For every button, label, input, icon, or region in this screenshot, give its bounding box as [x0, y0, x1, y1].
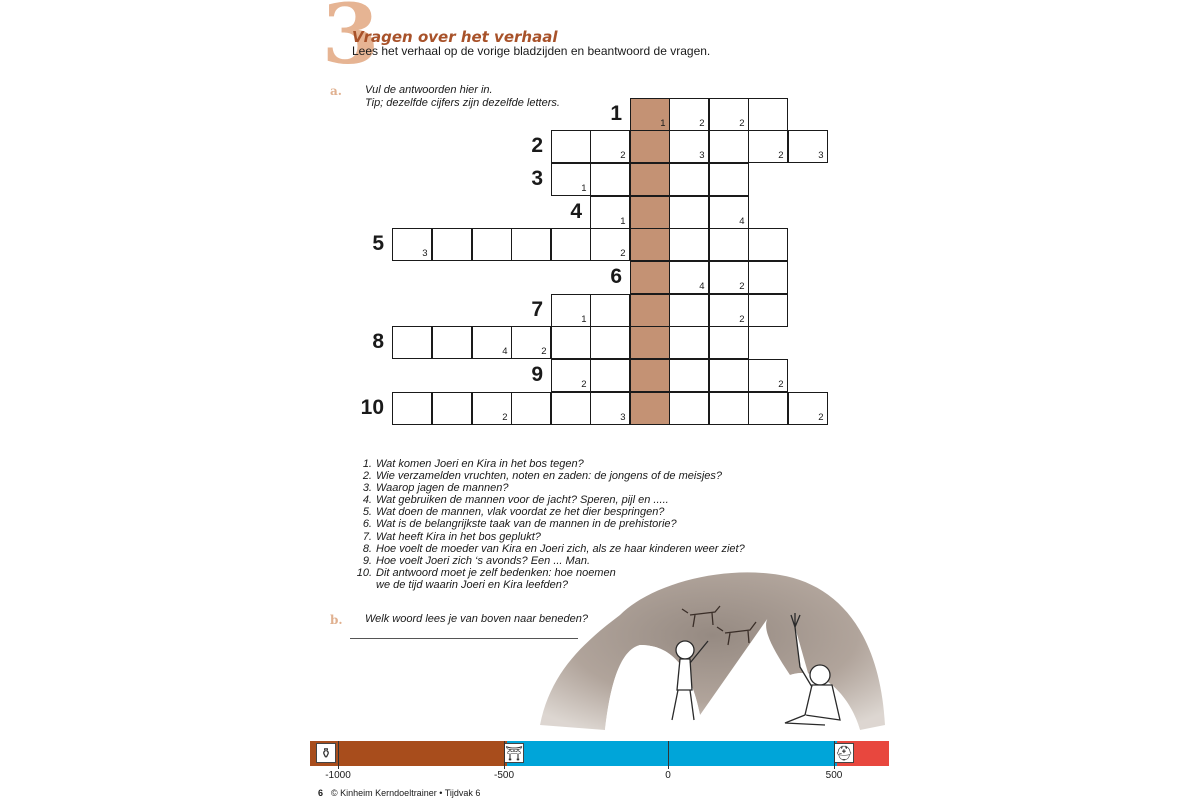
timeline-label: -1000: [325, 770, 351, 781]
cell-hint-number: 1: [660, 117, 666, 129]
crossword-cell[interactable]: [748, 130, 788, 163]
footer: [318, 788, 480, 798]
crossword-cell[interactable]: [669, 163, 709, 196]
crossword-cell[interactable]: [551, 294, 591, 327]
crossword-cell[interactable]: [551, 163, 591, 196]
crossword-cell[interactable]: [709, 359, 749, 392]
crossword-cell[interactable]: [551, 392, 591, 425]
crossword-cell[interactable]: [709, 163, 749, 196]
question-item: we de tijd waarin Joeri en Kira leefden?: [376, 578, 569, 591]
crossword-cell[interactable]: [551, 130, 591, 163]
timeline-tick: [834, 741, 835, 769]
cell-hint-number: 4: [739, 215, 745, 227]
crossword-cell-solution[interactable]: [630, 228, 670, 261]
crossword-cell[interactable]: [590, 359, 630, 392]
timeline-tick: [504, 741, 505, 769]
crossword-cell[interactable]: [709, 392, 749, 425]
timeline-tick: [338, 741, 339, 769]
crossword-cell-solution[interactable]: [630, 359, 670, 392]
crossword-cell[interactable]: [748, 228, 788, 261]
crossword-row-number: 9: [531, 363, 543, 386]
crossword-cell[interactable]: [709, 130, 749, 163]
question-item: 4. Wat gebruiken de mannen voor de jacht? Speren, pijl en .....: [362, 494, 669, 507]
cell-hint-number: 2: [620, 247, 626, 259]
crossword-row-number: 4: [570, 200, 582, 223]
crossword-cell[interactable]: [472, 228, 512, 261]
crossword-cell[interactable]: [590, 163, 630, 196]
timeline-prehistory-bar: [310, 741, 507, 766]
cell-hint-number: 1: [620, 215, 626, 227]
cell-hint-number: 3: [422, 247, 428, 259]
crossword-cell[interactable]: [748, 392, 788, 425]
crossword-cell[interactable]: [748, 98, 788, 131]
part-a-instruction-1: Vul de antwoorden hier in.: [365, 84, 493, 96]
cell-hint-number: 1: [581, 182, 587, 194]
crossword-cell[interactable]: [669, 130, 709, 163]
crossword-cell[interactable]: [669, 326, 709, 359]
crossword-cell[interactable]: [669, 98, 709, 131]
cell-hint-number: 3: [699, 149, 705, 161]
crossword-cell[interactable]: [748, 359, 788, 392]
crossword-cell[interactable]: [590, 130, 630, 163]
section-number: 3: [322, 0, 380, 83]
crossword-row-number: 8: [372, 330, 384, 353]
crossword-cell[interactable]: [788, 392, 828, 425]
cell-hint-number: 2: [818, 411, 824, 423]
pot-icon[interactable]: ⚱: [316, 743, 336, 763]
crossword-cell[interactable]: [669, 196, 709, 229]
crossword-cell[interactable]: [669, 261, 709, 294]
cell-hint-number: 2: [502, 411, 508, 423]
crossword-row-number: 5: [372, 232, 384, 255]
crossword-cell[interactable]: [551, 359, 591, 392]
cell-hint-number: 3: [818, 149, 824, 161]
crossword-cell[interactable]: [590, 294, 630, 327]
question-item: 9. Hoe voelt Joeri zich ‘s avonds? Een ... Man.: [362, 554, 590, 567]
page-number: 6: [318, 788, 324, 798]
cell-hint-number: 2: [739, 117, 745, 129]
crossword-cell[interactable]: [709, 196, 749, 229]
crossword-cell[interactable]: [669, 294, 709, 327]
crossword-row-number: 1: [610, 102, 622, 125]
crossword-cell[interactable]: [511, 392, 551, 425]
crossword-cell[interactable]: [590, 326, 630, 359]
crossword-row-number: 7: [531, 298, 543, 321]
helmet-icon[interactable]: ⛑: [835, 745, 853, 761]
crossword-cell-solution[interactable]: [630, 163, 670, 196]
crossword-cell[interactable]: [669, 392, 709, 425]
part-b-question: Welk woord lees je van boven naar beneden?: [365, 613, 589, 625]
crossword-cell[interactable]: [551, 326, 591, 359]
cell-hint-number: 2: [739, 280, 745, 292]
crossword-cell[interactable]: [392, 326, 432, 359]
crossword-cell[interactable]: [709, 261, 749, 294]
crossword-cell[interactable]: [669, 359, 709, 392]
temple-icon[interactable]: ⛩: [505, 745, 523, 761]
crossword-cell[interactable]: [432, 326, 472, 359]
cell-hint-number: 4: [699, 280, 705, 292]
question-item: 6. Wat is de belangrijkste taak van de mannen in de prehistorie?: [362, 518, 677, 531]
section-subtitle: Lees het verhaal op de vorige bladzijden en beantwoord de vragen.: [352, 44, 711, 58]
cell-hint-number: 3: [620, 411, 626, 423]
cell-hint-number: 1: [581, 313, 587, 325]
crossword-cell-solution[interactable]: [630, 261, 670, 294]
part-a-instruction-2: Tip; dezelfde cijfers zijn dezelfde letters.: [365, 97, 560, 109]
crossword-cell[interactable]: [392, 228, 432, 261]
crossword-cell-solution[interactable]: [630, 392, 670, 425]
crossword-cell[interactable]: [432, 228, 472, 261]
crossword-cell-solution[interactable]: [630, 294, 670, 327]
crossword-cell[interactable]: [709, 228, 749, 261]
question-item: 3. Waarop jagen de mannen?: [362, 482, 509, 495]
cell-hint-number: 2: [699, 117, 705, 129]
timeline-label: 0: [665, 770, 671, 781]
copyright-text: © Kinheim Kerndoeltrainer • Tijdvak 6: [331, 788, 481, 798]
cell-hint-number: 2: [620, 149, 626, 161]
crossword-row-number: 3: [531, 167, 543, 190]
timeline-tick: [668, 741, 669, 769]
crossword-cell-solution[interactable]: [630, 130, 670, 163]
question-item: 10. Dit antwoord moet je zelf bedenken: hoe noemen: [356, 566, 616, 579]
crossword-cell[interactable]: [432, 392, 472, 425]
crossword-cell[interactable]: [590, 392, 630, 425]
question-item: 7. Wat heeft Kira in het bos geplukt?: [362, 530, 541, 543]
section-title: Vragen over het verhaal: [352, 28, 558, 46]
cave-illustration: [520, 555, 890, 735]
timeline-label: -500: [493, 770, 514, 781]
crossword-cell-solution[interactable]: [630, 196, 670, 229]
crossword-cell[interactable]: [669, 228, 709, 261]
crossword-cell[interactable]: [511, 228, 551, 261]
crossword-cell-solution[interactable]: [630, 98, 670, 131]
cell-hint-number: 2: [778, 149, 784, 161]
crossword-cell[interactable]: [788, 130, 828, 163]
crossword-cell[interactable]: [590, 196, 630, 229]
timeline-antiquity-bar: [507, 741, 837, 766]
cell-hint-number: 4: [502, 345, 508, 357]
crossword-cell[interactable]: [748, 294, 788, 327]
cell-hint-number: 2: [778, 378, 784, 390]
crossword-cell[interactable]: [472, 326, 512, 359]
crossword-row-number: 10: [360, 396, 384, 419]
question-item: 2. Wie verzamelden vruchten, noten en zaden: de jongens of de meisjes?: [362, 470, 723, 483]
part-b-marker: b.: [330, 613, 343, 627]
crossword-cell[interactable]: [472, 392, 512, 425]
crossword-cell[interactable]: [511, 326, 551, 359]
crossword-cell[interactable]: [392, 392, 432, 425]
cell-hint-number: 2: [581, 378, 587, 390]
crossword-cell[interactable]: [709, 294, 749, 327]
timeline-label: 500: [825, 770, 843, 781]
question-item: 1. Wat komen Joeri en Kira in het bos tegen?: [362, 458, 584, 470]
crossword-cell[interactable]: [709, 326, 749, 359]
cell-hint-number: 2: [739, 313, 745, 325]
crossword-cell[interactable]: [590, 228, 630, 261]
question-item: 8. Hoe voelt de moeder van Kira en Joeri zich, als ze haar kinderen weer ziet?: [362, 542, 745, 555]
crossword-cell-solution[interactable]: [630, 326, 670, 359]
part-a-marker: a.: [330, 84, 342, 98]
crossword-row-number: 2: [531, 134, 543, 157]
cell-hint-number: 2: [541, 345, 547, 357]
crossword-cell[interactable]: [709, 98, 749, 131]
crossword-cell[interactable]: [551, 228, 591, 261]
crossword-cell[interactable]: [748, 261, 788, 294]
question-item: 5. Wat doen de mannen, vlak voordat ze het dier bespringen?: [362, 506, 665, 519]
crossword-row-number: 6: [610, 265, 622, 288]
